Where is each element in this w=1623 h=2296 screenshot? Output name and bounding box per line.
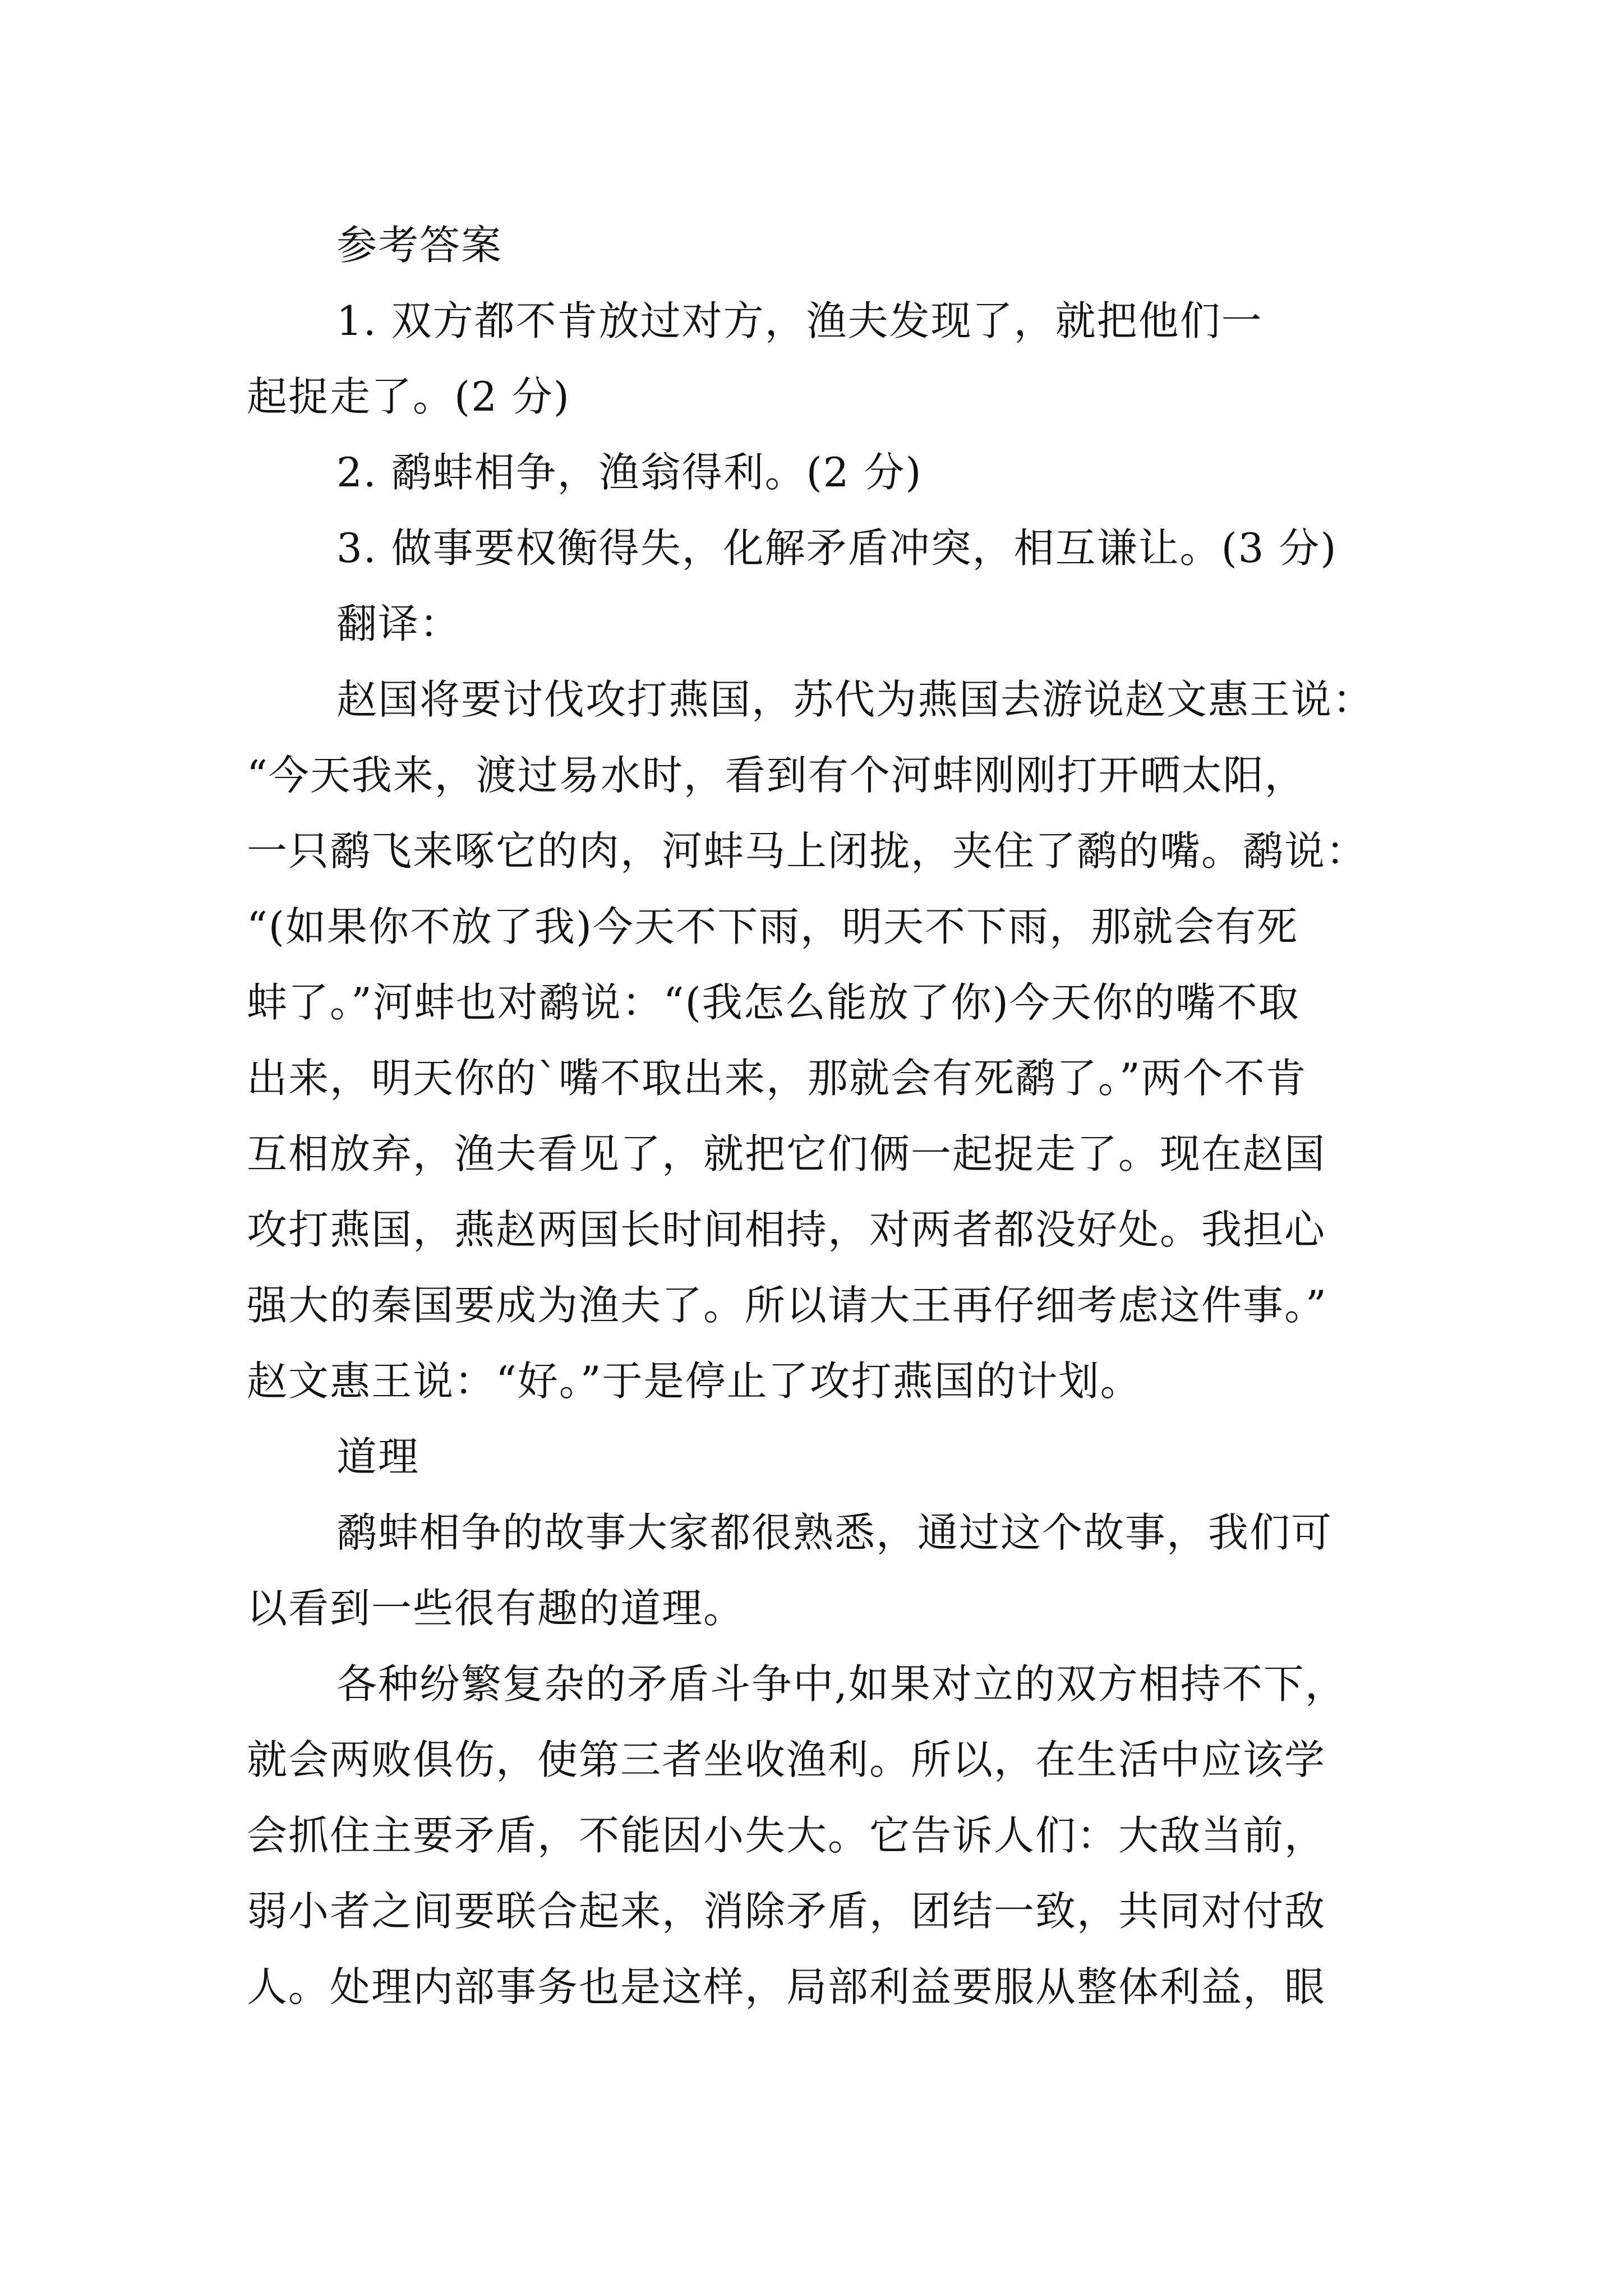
translation-line-10: 赵文惠王说：“好。”于是停止了攻打燕国的计划。	[247, 1358, 1142, 1405]
answer-2: 2. 鹬蚌相争，渔翁得利。(2 分)	[336, 449, 923, 496]
translation-line-3: 一只鹬飞来啄它的肉，河蚌马上闭拢，夹住了鹬的嘴。鹬说：	[247, 827, 1368, 875]
translation-line-2: “今天我来，渡过易水时，看到有个河蚌刚刚打开晒太阳，	[247, 752, 1306, 799]
heading-reference-answer: 参考答案	[336, 222, 503, 269]
lesson-paragraph-2-line-5: 人。处理内部事务也是这样，局部利益要服从整体利益，眼	[247, 1963, 1326, 2010]
translation-line-9: 强大的秦国要成为渔夫了。所以请大王再仔细考虑这件事。”	[247, 1282, 1327, 1329]
answer-3: 3. 做事要权衡得失，化解矛盾冲突，相互谦让。(3 分)	[336, 524, 1338, 572]
answer-1-line-1: 1. 双方都不肯放过对方，渔夫发现了，就把他们一	[336, 297, 1263, 344]
translation-line-6: 出来，明天你的`嘴不取出来，那就会有死鹬了。”两个不肯	[247, 1055, 1307, 1102]
heading-lesson: 道理	[336, 1433, 420, 1480]
heading-translation: 翻译：	[336, 600, 462, 647]
answer-1-line-2: 起捉走了。(2 分)	[247, 373, 570, 420]
lesson-paragraph-2-line-3: 会抓住主要矛盾，不能因小失大。它告诉人们：大敌当前，	[247, 1812, 1326, 1859]
translation-line-7: 互相放弃，渔夫看见了，就把它们俩一起捉走了。现在赵国	[247, 1130, 1326, 1177]
translation-line-4: “(如果你不放了我)今天不下雨，明天不下雨，那就会有死	[247, 903, 1298, 950]
translation-line-8: 攻打燕国，燕赵两国长时间相持，对两者都没好处。我担心	[247, 1206, 1326, 1253]
lesson-paragraph-2-line-1: 各种纷繁复杂的矛盾斗争中,如果对立的双方相持不下，	[336, 1660, 1347, 1708]
lesson-paragraph-2-line-2: 就会两败俱伤，使第三者坐收渔利。所以，在生活中应该学	[247, 1736, 1326, 1783]
translation-line-1: 赵国将要讨伐攻打燕国，苏代为燕国去游说赵文惠王说：	[336, 676, 1375, 723]
lesson-paragraph-1-line-2: 以看到一些很有趣的道理。	[247, 1585, 745, 1632]
translation-line-5: 蚌了。”河蚌也对鹬说：“(我怎么能放了你)今天你的嘴不取	[247, 979, 1300, 1026]
lesson-paragraph-2-line-4: 弱小者之间要联合起来，消除矛盾，团结一致，共同对付敌	[247, 1888, 1326, 1935]
document-body	[247, 208, 1385, 2025]
lesson-paragraph-1-line-1: 鹬蚌相争的故事大家都很熟悉，通过这个故事，我们可	[336, 1509, 1333, 1556]
